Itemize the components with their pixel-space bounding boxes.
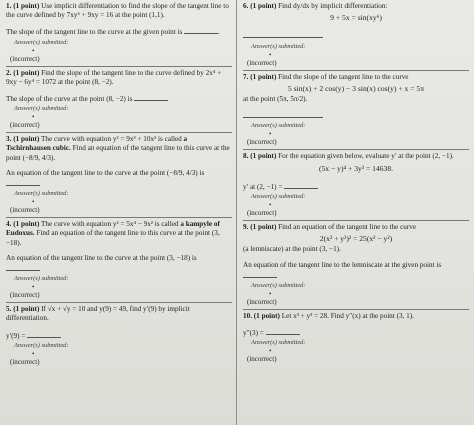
question-text: y′ at (2, −1) = <box>243 182 283 191</box>
answer-blank[interactable] <box>266 327 300 335</box>
problem-separator <box>243 309 469 310</box>
answers-submitted-label: Answer(s) submitted: <box>14 190 69 198</box>
result-status: (incorrect) <box>10 291 40 300</box>
problem-separator <box>6 132 232 133</box>
submitted-answer-bullet: • <box>32 46 35 55</box>
problem-title: 5. (1 point) <box>6 305 40 314</box>
answer-blank[interactable] <box>6 263 40 271</box>
answers-submitted-label: Answer(s) submitted: <box>251 282 306 290</box>
problem-9 <box>243 223 469 307</box>
answers-submitted-label: Answer(s) submitted: <box>14 105 69 113</box>
answer-blank[interactable] <box>243 270 277 278</box>
problem-8 <box>243 152 469 218</box>
answers-submitted-label: Answer(s) submitted: <box>14 275 69 283</box>
answers-submitted-label: Answer(s) submitted: <box>251 193 306 201</box>
submitted-answer-bullet: • <box>32 283 35 292</box>
answer-blank[interactable] <box>134 93 168 101</box>
question-text: An equation of the tangent line to the curve at the point (−8/9, 4/3) is <box>6 168 205 177</box>
answers-submitted-label: Answer(s) submitted: <box>14 341 69 349</box>
equation: 9 + 5x = sin(xy⁶) <box>330 13 382 23</box>
problem-title: 2. (1 point) <box>6 68 40 77</box>
problem-title: 9. (1 point) <box>243 223 277 232</box>
problem-title: 6. (1 point) <box>243 2 277 10</box>
result-status: (incorrect) <box>247 298 277 307</box>
problem-1: 1. (1 point) Use implicit differentiation to find the slope of the tangent line to the curve defined by 7xy⁶ + 9xy = 16 at the point (1,1). The slope of the tangent line to the curve at the given point is . Answer(s) submitted: • (incorrect) <box>6 2 232 64</box>
result-status: (incorrect) <box>247 138 277 147</box>
answers-submitted-label: Answer(s) submitted: <box>251 339 306 347</box>
curve-name: a Tschirnhausen cubic. <box>6 135 188 153</box>
answers-submitted-label: Answer(s) submitted: <box>251 42 306 50</box>
problem-text-cont: Find an equation of the tangent line to this curve at the point (3, −18). <box>6 229 220 247</box>
right-column <box>243 2 469 425</box>
answer-blank[interactable] <box>184 26 218 34</box>
question-text: y″(3) = <box>243 329 264 338</box>
problem-text: If √x + √y = 10 and y(9) = 49, find y′(9) by implicit differentiation. <box>6 305 190 323</box>
problem-text: The curve with equation y² = 9x³ + 10x² is called <box>41 135 182 144</box>
column-divider <box>236 0 237 425</box>
problem-text: Find dy/dx by implicit differentiation: <box>278 2 388 10</box>
problem-text-cont: Find an equation of the tangent line to this curve at the point (−8/9, 4/3). <box>6 144 230 162</box>
question-text: The slope of the curve at the point (8, −2) is <box>6 95 133 104</box>
result-status: (incorrect) <box>10 357 40 366</box>
problem-text-cont: (a lemniscate) at the point (3, −1). <box>243 245 341 254</box>
problem-text: The curve with equation y² = 5x⁴ − 9x² is called <box>41 220 179 229</box>
problem-4 <box>6 220 232 300</box>
result-status: (incorrect) <box>10 121 40 130</box>
problem-text-cont: at the point (5π, 5π/2). <box>243 95 308 104</box>
answer-blank[interactable] <box>27 330 61 338</box>
problem-title: 1. (1 point) <box>6 2 40 10</box>
problem-5 <box>6 305 232 367</box>
problem-separator <box>243 70 469 71</box>
answer-blank[interactable] <box>243 30 323 38</box>
question-text: An equation of the tangent line to the lemniscate at the given point is <box>243 260 442 269</box>
problem-title: 8. (1 point) <box>243 152 277 161</box>
submitted-answer-bullet: • <box>32 349 35 358</box>
problem-separator <box>243 149 469 150</box>
problem-text: Find the slope of the tangent line to the curve defined by 2x⁴ + 9xy − 6y⁴ = 1072 at the point (8, −2). <box>6 68 222 86</box>
answer-blank[interactable] <box>243 110 323 118</box>
result-status: (incorrect) <box>10 206 40 215</box>
result-status: (incorrect) <box>247 58 277 67</box>
problem-separator <box>6 302 232 303</box>
submitted-answer-bullet: • <box>269 201 272 210</box>
left-column <box>6 2 232 425</box>
problem-separator <box>6 66 232 67</box>
answer-blank[interactable] <box>284 181 318 189</box>
problem-6 <box>243 2 469 68</box>
problem-title: 7. (1 point) <box>243 72 277 81</box>
submitted-answer-bullet: • <box>32 198 35 207</box>
problem-text: Use implicit differentiation to find the slope of the tangent line to the curve defined by 7xy⁶ + 9xy = 16 at the point (1,1). <box>6 2 229 20</box>
problem-text: For the equation given below, evaluate y′ at the point (2, −1). <box>278 152 454 161</box>
problem-10 <box>243 312 469 364</box>
result-status: (incorrect) <box>10 54 40 63</box>
question-text: The slope of the tangent line to the curve at the given point is <box>6 28 183 37</box>
problem-text: Find an equation of the tangent line to the curve <box>278 223 417 232</box>
problem-separator <box>243 220 469 221</box>
problem-text: Find the slope of the tangent line to the curve <box>278 72 409 81</box>
problem-title: 4. (1 point) <box>6 220 40 229</box>
submitted-answer-bullet: • <box>269 347 272 356</box>
curve-name: a kampyle of Eudoxus. <box>6 220 220 238</box>
problem-3 <box>6 135 232 215</box>
submitted-answer-bullet: • <box>269 50 272 59</box>
problem-title: 10. (1 point) <box>243 312 280 321</box>
equation: 2(x² + y²)² = 25(x² − y²) <box>319 234 393 244</box>
result-status: (incorrect) <box>247 209 277 218</box>
submitted-answer-bullet: • <box>269 130 272 139</box>
problem-text: Let x³ + y³ = 28. Find y″(x) at the point (3, 1). <box>281 312 414 321</box>
result-status: (incorrect) <box>247 355 277 364</box>
answers-submitted-label: Answer(s) submitted: <box>251 122 306 130</box>
problem-title: 3. (1 point) <box>6 135 40 144</box>
problem-separator <box>6 217 232 218</box>
problem-7 <box>243 73 469 148</box>
question-text: An equation of the tangent line to the curve at the point (3, −18) is <box>6 253 197 262</box>
equation: (5x − y)⁴ + 3y³ = 14638. <box>318 163 394 173</box>
submitted-answer-bullet: • <box>269 290 272 299</box>
problem-2 <box>6 69 232 131</box>
question-text: y′(9) = <box>6 331 26 340</box>
equation: 5 sin(x) + 2 cos(y) − 3 sin(x) cos(y) + x = 5π <box>287 83 425 93</box>
submitted-answer-bullet: • <box>32 113 35 122</box>
answers-submitted-label: Answer(s) submitted: <box>14 38 69 46</box>
answer-blank[interactable] <box>6 178 40 186</box>
